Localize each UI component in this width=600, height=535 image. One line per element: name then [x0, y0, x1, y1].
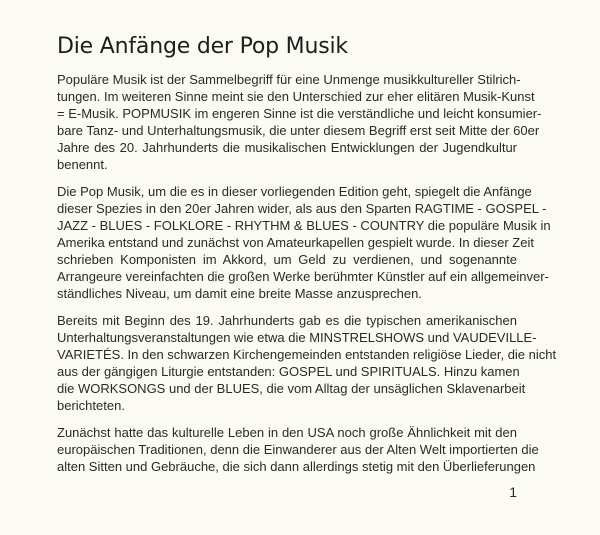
text-line: JAZZ - BLUES - FOLKLORE - RHYTHM & BLUES - COUNTRY die populäre Musik in	[57, 218, 551, 233]
page-number: 1	[509, 484, 517, 500]
text-line: berichteten.	[57, 398, 125, 413]
paragraph-4	[57, 424, 539, 475]
text-line: Bereits mit Beginn des 19. Jahrhunderts gab es die typischen amerikanischen	[57, 313, 517, 328]
text-line: Arrangeure vereinfachten die großen Werke berühmter Künstler auf ein allgemeinver-	[57, 269, 549, 284]
text-line: tungen. Im weiteren Sinne meint sie den Unterschied zur eher elitären Musik-Kunst	[57, 89, 535, 104]
text-line: benennt.	[57, 157, 108, 172]
text-line: schrieben Komponisten im Akkord, um Geld zu verdienen, und sogenannte	[57, 252, 517, 267]
text-line: Populäre Musik ist der Sammelbegriff für eine Unmenge musikkultureller Stilrich-	[57, 72, 521, 87]
text-line: VARIETÉS. In den schwarzen Kirchengemeinden entstanden religiöse Lieder, die nicht	[57, 347, 557, 362]
text-line: alten Sitten und Gebräuche, die sich dann allerdings stetig mit den Überlieferungen	[57, 459, 536, 474]
text-line: Unterhaltungsveranstaltungen wie etwa die MINSTRELSHOWS und VAUDEVILLE-	[57, 330, 537, 345]
text-line: dieser Spezies in den 20er Jahren wider, als aus den Sparten RAGTIME - GOSPEL -	[57, 201, 547, 216]
page-title: Die Anfänge der Pop Musik	[57, 34, 348, 59]
text-line: bare Tanz- und Unterhaltungsmusik, die unter diesem Begriff erst seit Mitte der 60er	[57, 123, 540, 138]
text-line: europäischen Traditionen, denn die Einwanderer aus der Alten Welt importierten die	[57, 442, 539, 457]
text-line: Die Pop Musik, um die es in dieser vorliegenden Edition geht, spiegelt die Anfänge	[57, 184, 532, 199]
text-line: die WORKSONGS und der BLUES, die vom Alltag der unsäglichen Sklavenarbeit	[57, 381, 526, 396]
text-line: = E-Musik. POPMUSIK im engeren Sinne ist die verständliche und leicht konsumier-	[57, 106, 542, 121]
paragraph-3	[57, 312, 557, 414]
text-line: Amerika entstand und zunächst von Amateurkapellen gespielt wurde. In dieser Zeit	[57, 235, 534, 250]
text-line: Jahre des 20. Jahrhunderts die musikalischen Entwicklungen der Jugendkultur	[57, 140, 517, 155]
text-line: Zunächst hatte das kulturelle Leben in den USA noch große Ähnlichkeit mit den	[57, 425, 517, 440]
paragraph-2	[57, 183, 551, 302]
text-line: aus der gängigen Liturgie entstanden: GOSPEL und SPIRITUALS. Hinzu kamen	[57, 364, 520, 379]
text-line: ständliches Niveau, um damit eine breite Masse anzusprechen.	[57, 286, 422, 301]
paragraph-1	[57, 71, 542, 173]
